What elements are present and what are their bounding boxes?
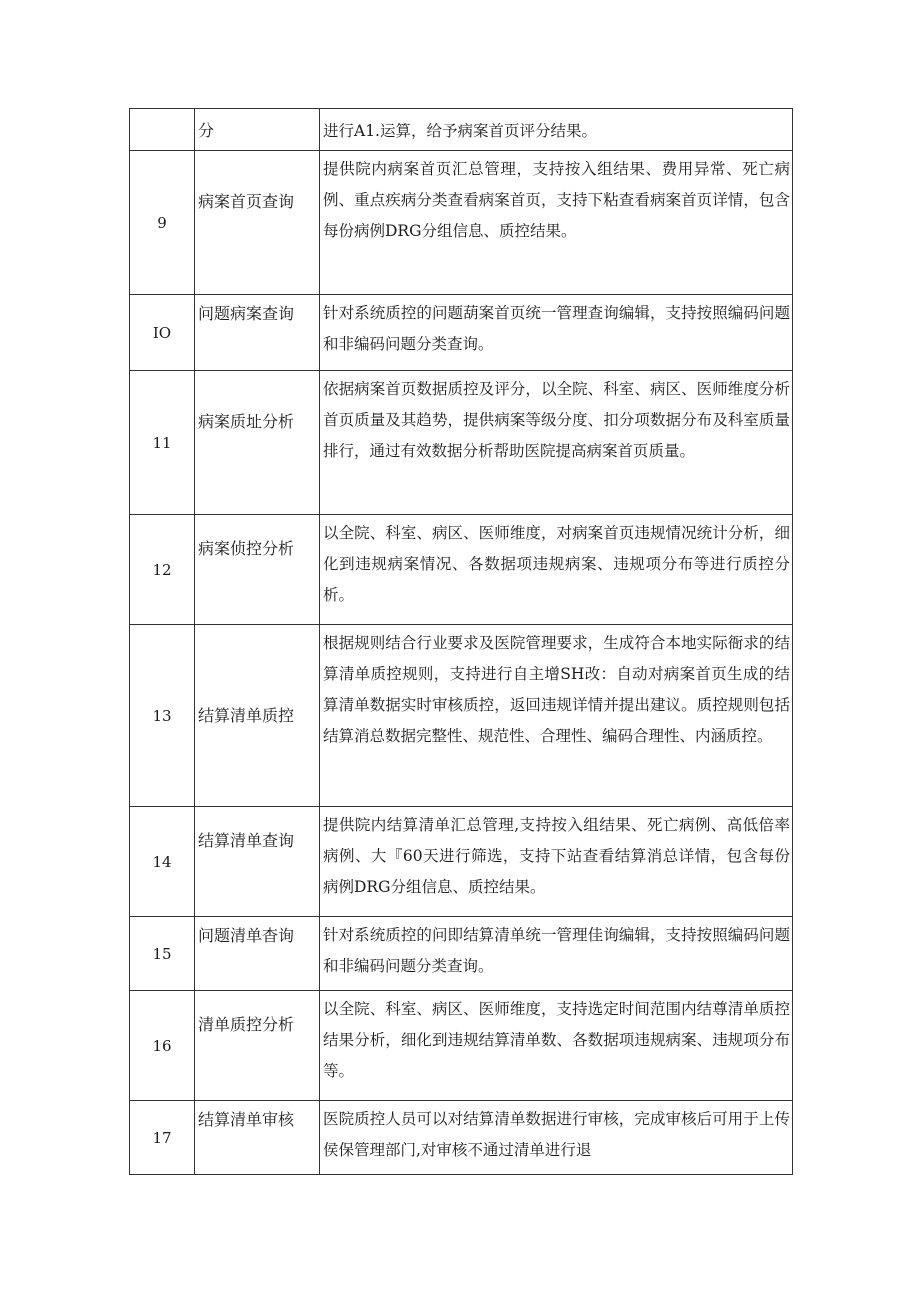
table-row bbox=[130, 295, 793, 371]
row-number: 16 bbox=[130, 991, 195, 1101]
row-number: 9 bbox=[130, 151, 195, 295]
table-row bbox=[130, 371, 793, 515]
feature-description: 医院质控人员可以对结算清单数据进行审核，完成审核后可用于上传侯保管理部门,对审核不通过清单进行退 bbox=[320, 1101, 793, 1175]
table-row bbox=[130, 109, 793, 151]
feature-name: 病案首页查询 bbox=[195, 151, 320, 295]
row-number: 12 bbox=[130, 515, 195, 625]
table-row bbox=[130, 515, 793, 625]
table-row bbox=[130, 917, 793, 991]
row-number bbox=[130, 109, 195, 151]
feature-name: 问题清单杳询 bbox=[195, 917, 320, 991]
feature-name: 结算清单质控 bbox=[195, 625, 320, 807]
table-row bbox=[130, 625, 793, 807]
row-number: IO bbox=[130, 295, 195, 371]
feature-description: 提供院内病案首页汇总管理，支持按入组结果、费用异常、死亡病例、重点疾病分类查看病案首页，支持下粘查看病案首页详情，包含每份病例DRG分组信息、质控结果。 bbox=[320, 151, 793, 295]
feature-name: 病案侦控分析 bbox=[195, 515, 320, 625]
feature-name: 结算清单审核 bbox=[195, 1101, 320, 1175]
feature-description: 进行A1.运算，给予病案首页评分结果。 bbox=[320, 109, 793, 151]
table-row bbox=[130, 807, 793, 917]
feature-name: 清单质控分析 bbox=[195, 991, 320, 1101]
row-number: 17 bbox=[130, 1101, 195, 1175]
feature-description: 以全院、科室、病区、医师维度，支持选定时间范围内结尊清单质控结果分析，细化到违规结算清单数、各数据项违规病案、违规项分布等。 bbox=[320, 991, 793, 1101]
feature-name: 结算清单查询 bbox=[195, 807, 320, 917]
feature-name: 问题病案查询 bbox=[195, 295, 320, 371]
feature-description: 依据病案首页数据质控及评分，以全院、科室、病区、医师维度分析首页质量及其趋势，提供病案等级分度、扣分项数据分布及科室质量排行，通过有效数据分析帮助医院提高病案首页质量。 bbox=[320, 371, 793, 515]
feature-description: 以全院、科室、病区、医师维度，对病案首页违规情况统计分析，细化到违规病案情况、各数据项违规病案、违规项分布等进行质控分析。 bbox=[320, 515, 793, 625]
row-number: 14 bbox=[130, 807, 195, 917]
feature-name: 分 bbox=[195, 109, 320, 151]
feature-description: 提供院内结算清单汇总管理,支持按入组结果、死亡病例、高低倍率病例、大『60天进行筛选，支持下站查看结算消总详情，包含每份病例DRG分组信息、质控结果。 bbox=[320, 807, 793, 917]
feature-name: 病案质址分析 bbox=[195, 371, 320, 515]
table-row bbox=[130, 151, 793, 295]
row-number: 11 bbox=[130, 371, 195, 515]
feature-description: 针对系统质控的问即结算清单统一管理佳询编辑，支持按照编码问题和非编码问题分类查询。 bbox=[320, 917, 793, 991]
row-number: 13 bbox=[130, 625, 195, 807]
feature-description: 根据规则结合行业要求及医院管理要求，生成符合本地实际衙求的结算清单质控规则，支持进行自主增SH改：自动对病案首页生成的结算清单数据实时审核质控，返回违规详情并提出建议。质控规则包括结算消总数据完整性、规范性、合理性、编码合理性、内涵质控。 bbox=[320, 625, 793, 807]
feature-table bbox=[129, 108, 793, 1175]
table-row bbox=[130, 1101, 793, 1175]
feature-description: 针对系统质控的问题葫案首页统一管理查询编辑，支持按照编码问题和非编码问题分类查询。 bbox=[320, 295, 793, 371]
row-number: 15 bbox=[130, 917, 195, 991]
table-row bbox=[130, 991, 793, 1101]
